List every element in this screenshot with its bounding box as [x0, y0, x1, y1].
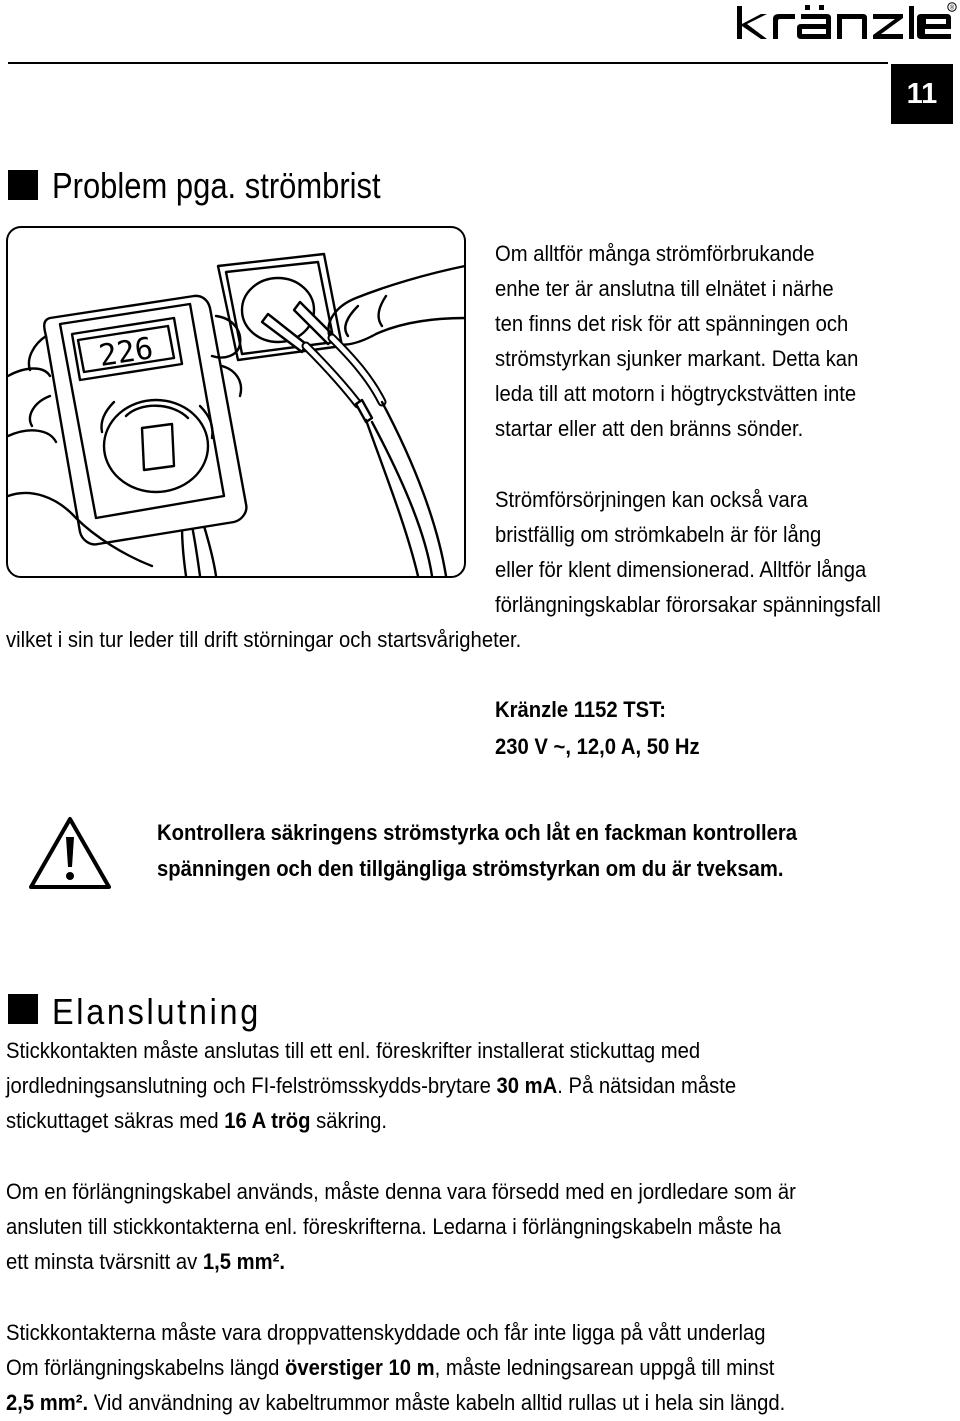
- para2-line: bristfällig om strömkabeln är för lång: [495, 522, 822, 547]
- s2p1-line: Stickkontakten måste anslutas till ett enl. föreskrifter installerat stickuttag med: [6, 1038, 701, 1063]
- s2p3-line: Stickkontakterna måste vara droppvattenskyddade och får inte ligga på vått underlag: [6, 1320, 766, 1345]
- s2p3-line: 2,5 mm². Vid användning av kabeltrummor måste kabeln alltid rullas ut i hela sin längd.: [6, 1390, 786, 1415]
- section-title-power-shortage: Problem pga. strömbrist: [52, 165, 381, 206]
- s2p1-line: jordledningsanslutning och FI-felströmsskydds-brytare 30 mA. På nätsidan måste: [6, 1073, 737, 1098]
- kranzle-logo: [735, 2, 957, 44]
- para1-line: leda till att motorn i högtryckstvätten inte: [495, 381, 857, 406]
- para1-line: ten finns det risk för att spänningen och: [495, 311, 849, 336]
- para2-line: Strömförsörjningen kan också vara: [495, 487, 808, 512]
- s2p2-line: ansluten till stickkontakterna enl. föreskrifterna. Ledarna i förlängningskabeln måste ha: [6, 1214, 782, 1239]
- registered-mark: ®: [949, 5, 955, 12]
- s2p2-line: Om en förlängningskabel används, måste denna vara försedd med en jordledare som är: [6, 1179, 796, 1204]
- para1-line: enhe ter är anslutna till elnätet i närhe: [495, 276, 834, 301]
- para1-line: Om alltför många strömförbrukande: [495, 241, 815, 266]
- s2p1-line: stickuttaget säkras med 16 A trög säkring.: [6, 1108, 387, 1133]
- section-bullet-square: [8, 170, 38, 200]
- spec-title: Kränzle 1152 TST:: [495, 697, 667, 722]
- multimeter-illustration: [6, 226, 466, 582]
- meter-display-value: 226: [96, 330, 156, 375]
- header-rule: [8, 62, 888, 64]
- para1-line: startar eller att den bränns sönder.: [495, 416, 804, 441]
- para2-line: förlängningskablar förorsakar spänningsfall: [495, 592, 881, 617]
- section-bullet-square: [8, 994, 38, 1024]
- page-number: 11: [891, 64, 953, 124]
- s2p3-line: Om förlängningskabelns längd överstiger 10 m, måste ledningsarean uppgå till minst: [6, 1355, 775, 1380]
- s2p2-line: ett minsta tvärsnitt av 1,5 mm².: [6, 1249, 285, 1274]
- warning-line: spänningen och den tillgängliga strömstyrkan om du är tveksam.: [157, 856, 784, 881]
- para2-line: vilket i sin tur leder till drift störningar och startsvårigheter.: [6, 627, 522, 652]
- para2-line: eller för klent dimensionerad. Alltför långa: [495, 557, 867, 582]
- para1-line: strömstyrkan sjunker markant. Detta kan: [495, 346, 859, 371]
- warning-line: Kontrollera säkringens strömstyrka och låt en fackman kontrollera: [157, 820, 798, 845]
- spec-value: 230 V ~, 12,0 A, 50 Hz: [495, 734, 700, 759]
- warning-triangle-icon: [28, 815, 112, 891]
- section-title-electrical-connection: Elanslutning: [52, 991, 261, 1032]
